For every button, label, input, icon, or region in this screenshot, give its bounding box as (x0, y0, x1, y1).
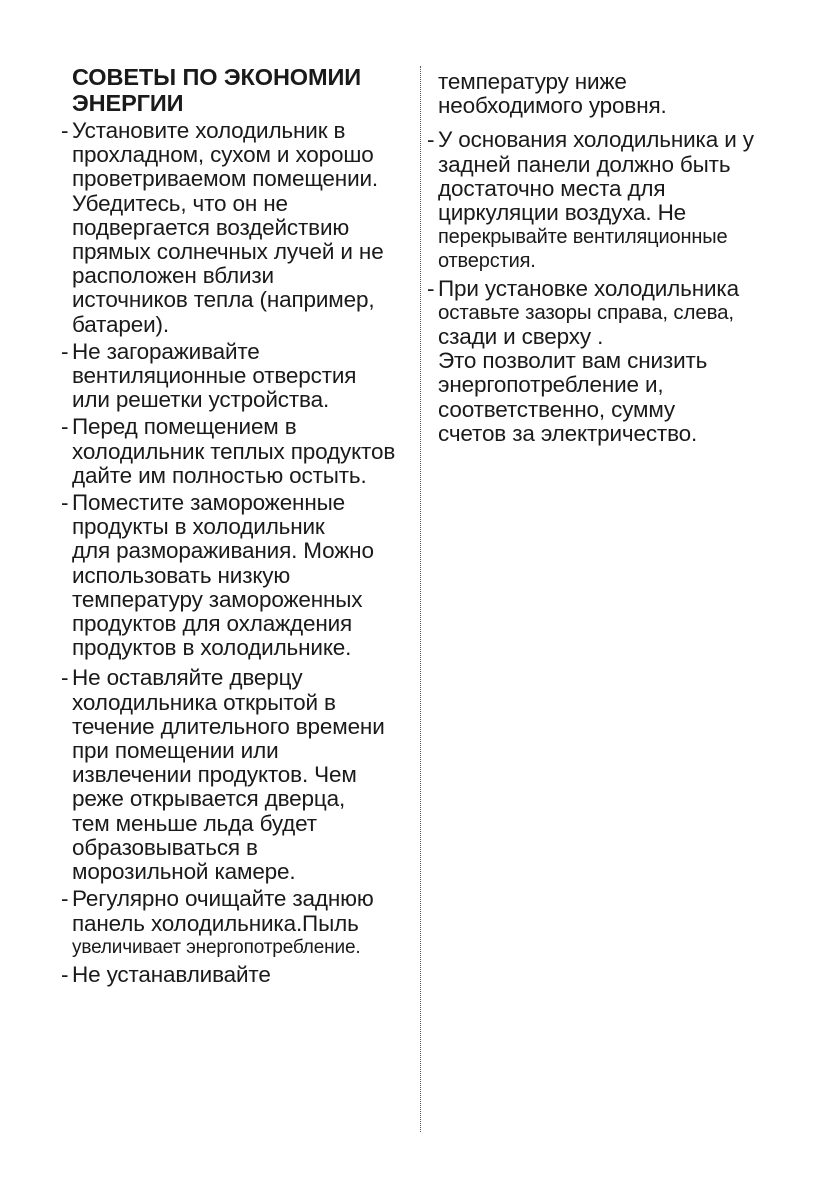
tip-text-line: тем меньше льда будет (72, 810, 317, 836)
tip-text-line: Это позволит вам снизить (438, 348, 708, 374)
tip-text-line: холодильник теплых продуктов (72, 438, 396, 464)
tip-item (427, 128, 777, 273)
tip-text-line: дайте им полностью остыть. (72, 462, 367, 488)
tip-text-line: подвергается воздействию (72, 214, 350, 240)
tip-text-line: Не оставляйте дверцу (72, 665, 303, 691)
tip-text-line: температуру замороженных (72, 586, 363, 612)
tip-text-line: Не устанавливайте (72, 961, 271, 987)
tip-item (61, 119, 417, 337)
tip-text-line: увеличивает энергопотребление. (72, 936, 361, 958)
tip-item (61, 887, 417, 960)
tip-text-line: счетов за электричество. (438, 420, 698, 446)
tip-text-line: панель холодильника.Пыль (72, 910, 359, 936)
right-column (427, 70, 777, 449)
tip-text-line: сзади и сверху . (438, 324, 604, 350)
bullet-dash: - (61, 886, 69, 912)
tip-text-line: морозильной камере. (72, 859, 296, 885)
left-column (61, 64, 417, 990)
section-title-line: ЭНЕРГИИ (72, 90, 184, 116)
tip-text-line: При установке холодильника (438, 275, 739, 301)
tip-text-line: У основания холодильника и у (438, 127, 754, 153)
tip-text-line: реже открывается дверца, (72, 786, 346, 812)
tip-text-line: Убедитесь, что он не (72, 190, 288, 216)
tip-text-line: расположен вблизи (72, 263, 274, 289)
tip-text-line: холодильника открытой в (72, 689, 336, 715)
tip-item (61, 340, 417, 413)
bullet-dash: - (61, 665, 69, 691)
section-title-line: СОВЕТЫ ПО ЭКОНОМИИ (72, 64, 362, 90)
tip-text-line: температуру ниже (438, 69, 627, 94)
tip-text-line: Не загораживайте (72, 338, 260, 364)
bullet-dash: - (61, 414, 69, 440)
tip-item (61, 415, 417, 488)
tip-text-line: образовываться в (72, 834, 258, 860)
tip-text-line: прямых солнечных лучей и не (72, 239, 384, 265)
tip-text-line: вентиляционные отверстия (72, 363, 357, 389)
continuation-text (427, 70, 777, 118)
tip-text-line: продуктов для охлаждения (72, 611, 353, 637)
bullet-dash: - (61, 338, 69, 364)
bullet-dash: - (427, 275, 435, 301)
tip-text-line: достаточно места для (438, 175, 666, 201)
tip-item (61, 963, 417, 987)
tip-text-line: батареи). (72, 311, 169, 337)
tip-text-line: проветриваемом помещении. (72, 166, 379, 192)
tip-text-line: Регулярно очищайте заднюю (72, 886, 374, 912)
tip-text-line: источников тепла (например, (72, 287, 375, 313)
tip-text-line: перекрывайте вентиляционные (438, 226, 728, 249)
tip-text-line: или решетки устройства. (72, 387, 330, 413)
tip-text-line: отверстия. (438, 250, 536, 273)
tip-text-line: Перед помещением в (72, 414, 297, 440)
section-title (72, 64, 417, 116)
tip-text-line: использовать низкую (72, 562, 291, 588)
tip-item (427, 277, 777, 446)
tip-text-line: необходимого уровня. (438, 93, 667, 119)
tip-text-line: для размораживания. Можно (72, 538, 374, 564)
tip-text-line: продукты в холодильник (72, 514, 325, 540)
tip-text-line: при помещении или (72, 738, 279, 764)
tip-text-line: Установите холодильник в (72, 118, 346, 143)
tip-item (61, 491, 417, 660)
tip-text-line: энергопотребление и, (438, 372, 664, 398)
tip-text-line: оставьте зазоры справа, слева, (438, 300, 734, 324)
tip-text-line: продуктов в холодильнике. (72, 635, 352, 661)
bullet-dash: - (61, 118, 69, 143)
column-divider (420, 66, 421, 1132)
tip-text-line: течение длительного времени (72, 713, 385, 739)
bullet-dash: - (61, 961, 69, 987)
bullet-dash: - (61, 490, 69, 516)
tip-text-line: Поместите замороженные (72, 490, 345, 516)
tip-text-line: задней панели должно быть (438, 151, 731, 177)
bullet-dash: - (427, 127, 435, 153)
tip-item (61, 666, 417, 884)
tip-text-line: соответственно, сумму (438, 396, 676, 422)
tip-text-line: циркуляции воздуха. Не (438, 200, 687, 226)
tip-text-line: извлечении продуктов. Чем (72, 762, 357, 788)
tip-text-line: прохладном, сухом и хорошо (72, 142, 374, 168)
